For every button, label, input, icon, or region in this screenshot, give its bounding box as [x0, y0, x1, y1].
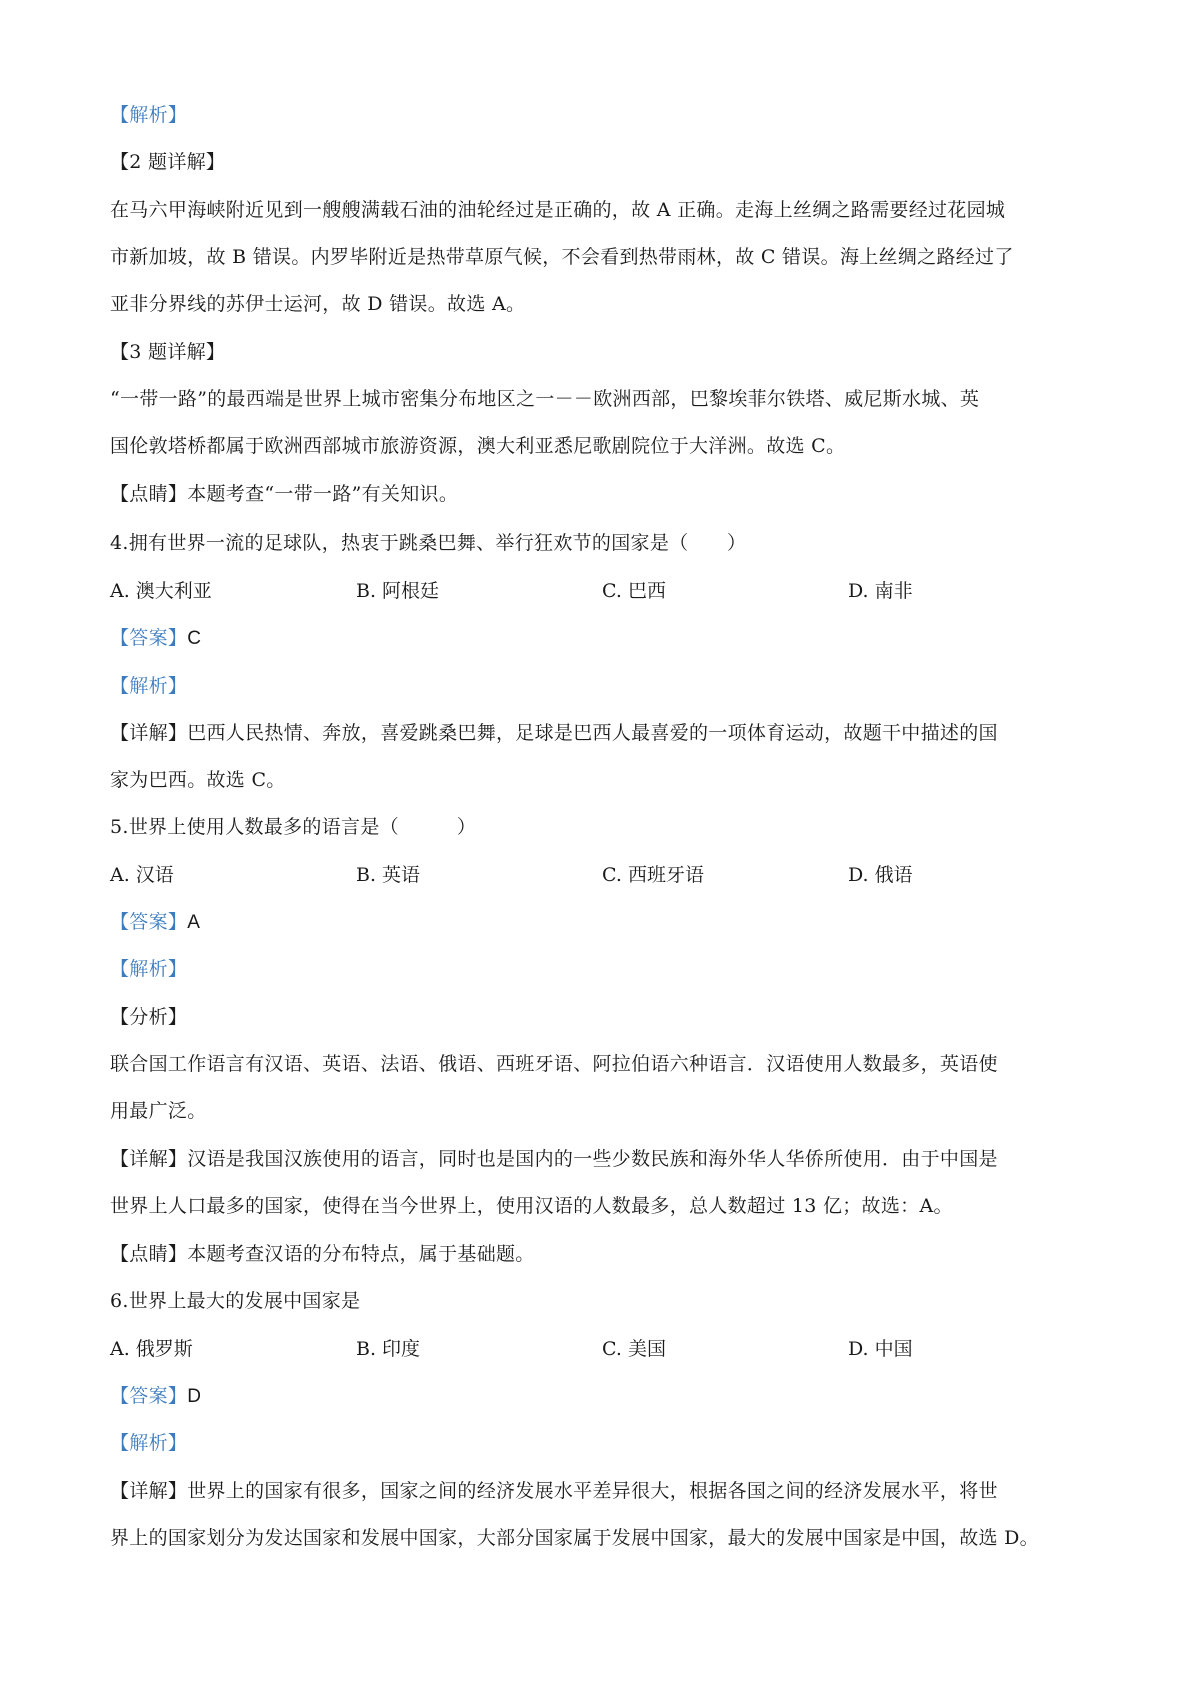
q5-option-a: A. 汉语 — [110, 864, 174, 886]
q6-option-b: B. 印度 — [356, 1338, 421, 1360]
q4-option-a: A. 澳大利亚 — [110, 580, 212, 602]
answer-value: D — [187, 1386, 202, 1407]
q2-detail-line-1: 在马六甲海峡附近见到一艘艘满载石油的油轮经过是正确的，故 A 正确。走海上丝绸之路需要经过花园城 — [110, 199, 1006, 221]
q6-option-a: A. 俄罗斯 — [110, 1338, 193, 1360]
q2-detail-line-3: 亚非分界线的苏伊士运河，故 D 错误。故选 A。 — [110, 293, 526, 315]
q3-detail-line-1: “一带一路”的最西端是世界上城市密集分布地区之一－－欧洲西部，巴黎埃菲尔铁塔、威尼斯水城、英 — [110, 388, 980, 410]
q5-answer-line — [110, 909, 200, 936]
q4-answer-line — [110, 625, 201, 652]
q5-tip-line: 【点睛】本题考查汉语的分布特点，属于基础题。 — [110, 1243, 535, 1265]
q6-detail-line-1: 【详解】世界上的国家有很多，国家之间的经济发展水平差异很大，根据各国之间的经济发展水平，将世 — [110, 1480, 998, 1502]
q6-detail-line-2: 界上的国家划分为发达国家和发展中国家，大部分国家属于发展中国家，最大的发展中国家是中国，故选 D。 — [110, 1527, 1039, 1549]
q5-analysis-line-1: 联合国工作语言有汉语、英语、法语、俄语、西班牙语、阿拉伯语六种语言．汉语使用人数最多，英语使 — [110, 1053, 998, 1075]
q3-detail-line-2: 国伦敦塔桥都属于欧洲西部城市旅游资源，澳大利亚悉尼歌剧院位于大洋洲。故选 C。 — [110, 435, 846, 457]
q4-detail-line-2: 家为巴西。故选 C。 — [110, 769, 286, 791]
q5-analysis-heading: 【分析】 — [110, 1006, 188, 1028]
answer-label: 【答案】 — [110, 911, 188, 933]
q4-option-c: C. 巴西 — [602, 580, 666, 602]
q5-detail-line-2: 世界上人口最多的国家，使得在当今世界上，使用汉语的人数最多，总人数超过 13 亿；故选：A。 — [110, 1195, 953, 1217]
analysis-heading: 【解析】 — [110, 675, 188, 697]
q6-option-d: D. 中国 — [848, 1338, 913, 1360]
question-5: 5.世界上使用人数最多的语言是（ ） — [110, 816, 477, 838]
question-4: 4.拥有世界一流的足球队，热衷于跳桑巴舞、举行狂欢节的国家是（ ） — [110, 532, 747, 554]
q5-option-c: C. 西班牙语 — [602, 864, 704, 886]
analysis-heading: 【解析】 — [110, 104, 188, 126]
q5-detail-line-1: 【详解】汉语是我国汉族使用的语言，同时也是国内的一些少数民族和海外华人华侨所使用．由于中国是 — [110, 1148, 998, 1170]
q6-answer-line — [110, 1383, 201, 1410]
answer-label: 【答案】 — [110, 1385, 188, 1407]
analysis-heading: 【解析】 — [110, 1432, 188, 1454]
q5-option-b: B. 英语 — [356, 864, 421, 886]
q2-detail-line-2: 市新加坡，故 B 错误。内罗毕附近是热带草原气候，不会看到热带雨林，故 C 错误。海上丝绸之路经过了 — [110, 246, 1014, 268]
analysis-heading: 【解析】 — [110, 958, 188, 980]
q6-option-c: C. 美国 — [602, 1338, 666, 1360]
answer-value: A — [187, 912, 201, 933]
q5-analysis-line-2: 用最广泛。 — [110, 1100, 207, 1122]
question-6: 6.世界上最大的发展中国家是 — [110, 1290, 361, 1312]
q4-option-b: B. 阿根廷 — [356, 580, 440, 602]
q2-detail-heading: 【2 题详解】 — [110, 151, 226, 173]
answer-label: 【答案】 — [110, 627, 188, 649]
q4-detail-line-1: 【详解】巴西人民热情、奔放，喜爱跳桑巴舞，足球是巴西人最喜爱的一项体育运动，故题干中描述的国 — [110, 722, 998, 744]
q5-option-d: D. 俄语 — [848, 864, 913, 886]
answer-value: C — [187, 628, 202, 649]
tip-line: 【点睛】本题考查“一带一路”有关知识。 — [110, 483, 459, 505]
q3-detail-heading: 【3 题详解】 — [110, 341, 226, 363]
q4-option-d: D. 南非 — [848, 580, 913, 602]
